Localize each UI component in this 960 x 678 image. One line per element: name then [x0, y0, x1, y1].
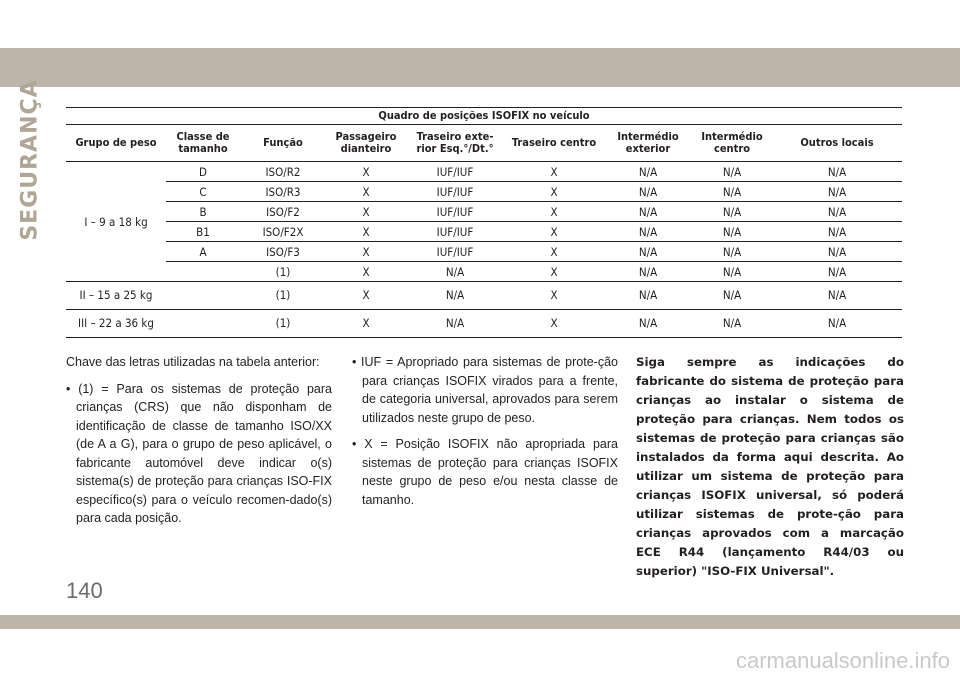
table-cell: X: [326, 162, 406, 182]
table-cell: X: [504, 222, 604, 242]
watermark: carmanualsonline.info: [735, 648, 950, 673]
table-cell: N/A: [772, 162, 902, 182]
table-header-row: [66, 125, 902, 162]
col-header: Traseiro exte- rior Esq.°/Dt.°: [406, 125, 504, 162]
table-cell: X: [326, 310, 406, 338]
table-cell: (1): [240, 310, 326, 338]
col-header: Grupo de peso: [66, 125, 166, 162]
col-header: Traseiro centro: [504, 125, 604, 162]
table-cell: N/A: [692, 262, 772, 282]
col-header: Intermédio exterior: [604, 125, 692, 162]
table-cell: N/A: [604, 242, 692, 262]
table-cell: N/A: [604, 182, 692, 202]
legend-intro: Chave das letras utilizadas na tabela anterior:: [66, 355, 320, 369]
table-cell: N/A: [692, 182, 772, 202]
table-cell: X: [504, 182, 604, 202]
table-cell: X: [504, 202, 604, 222]
table-row: [66, 222, 902, 242]
table-cell: B: [166, 202, 240, 222]
table-cell: N/A: [692, 162, 772, 182]
table-cell: X: [326, 202, 406, 222]
table-cell: N/A: [406, 310, 504, 338]
table-cell: N/A: [406, 262, 504, 282]
table-cell: A: [166, 242, 240, 262]
isofix-table: [66, 107, 902, 338]
text-column-middle: [352, 353, 618, 517]
table-cell: X: [504, 310, 604, 338]
col-header: Passageiro dianteiro: [326, 125, 406, 162]
table-row: [66, 310, 902, 338]
table-cell: ISO/R2: [240, 162, 326, 182]
table-cell: N/A: [604, 222, 692, 242]
table-cell: N/A: [692, 310, 772, 338]
table-cell: X: [504, 242, 604, 262]
table-cell: X: [504, 282, 604, 310]
table-row: [66, 182, 902, 202]
table-cell: ISO/F2: [240, 202, 326, 222]
table-cell: IUF/IUF: [406, 242, 504, 262]
table-cell: [166, 310, 240, 338]
table-cell: N/A: [692, 222, 772, 242]
section-tab: [12, 79, 48, 241]
table-cell: N/A: [772, 182, 902, 202]
table-cell: IUF/IUF: [406, 182, 504, 202]
table-cell: N/A: [772, 282, 902, 310]
table-cell: [166, 282, 240, 310]
table-cell: B1: [166, 222, 240, 242]
col-header: Intermédio centro: [692, 125, 772, 162]
table-cell: N/A: [604, 262, 692, 282]
col-header: Outros locais: [772, 125, 902, 162]
table-cell: N/A: [772, 222, 902, 242]
col-header: Classe de tamanho: [166, 125, 240, 162]
table-cell: N/A: [604, 310, 692, 338]
table-row: [66, 262, 902, 282]
table-cell: [166, 262, 240, 282]
table-cell: N/A: [692, 282, 772, 310]
section-tab-label: SEGURANÇA: [17, 79, 43, 241]
table-cell: X: [504, 162, 604, 182]
table-cell: X: [326, 182, 406, 202]
table-cell: N/A: [772, 262, 902, 282]
table-cell: N/A: [692, 202, 772, 222]
table-cell: (1): [240, 282, 326, 310]
table-cell: N/A: [406, 282, 504, 310]
table-cell: X: [504, 262, 604, 282]
table-row: [66, 242, 902, 262]
weight-group-cell: III – 22 a 36 kg: [66, 310, 166, 338]
text-column-left: [66, 353, 332, 536]
table-cell: X: [326, 282, 406, 310]
table-cell: X: [326, 222, 406, 242]
col-header: Função: [240, 125, 326, 162]
footer-band: [0, 615, 960, 629]
table-cell: N/A: [772, 310, 902, 338]
table-cell: X: [326, 242, 406, 262]
table-cell: C: [166, 182, 240, 202]
table-row: [66, 282, 902, 310]
header-band: [0, 48, 960, 87]
table-cell: X: [326, 262, 406, 282]
weight-group-cell: II – 15 a 25 kg: [66, 282, 166, 310]
table-cell: ISO/F3: [240, 242, 326, 262]
bullet-size-class-note: • (1) = Para os sistemas de proteção para crianças (CRS) que não disponham de identificação de classe de tamanho ISO/XX (de A a G), para o grupo de peso aplicável, o fabricante automóvel deve indicar o(s) sistema(s) de proteção para crianças ISO-FIX específico(s) para o veículo recomen-dado(s) para cada posição.: [66, 381, 332, 525]
warning-text: Siga sempre as indicações do fabricante do sistema de proteção para crianças ao instalar o sistema de proteção para crianças. Nem todos os sistemas de proteção para crianças são instalados da forma aqui descrita. Ao utilizar um sistema de proteção para crianças ISOFIX universal, só poderá utilizar sistemas de prote-ção para crianças aprovados com a marcação ECE R44 (lançamento R44/03 ou superior) "ISO-FIX Universal".: [636, 355, 904, 578]
bullet-iuf-definition: • IUF = Apropriado para sistemas de prote-ção para crianças ISOFIX virados para a frente, de categoria universal, aprovados para serem utilizados neste grupo de peso.: [352, 355, 618, 425]
table-row: [66, 162, 902, 182]
table-row: [66, 202, 902, 222]
table-cell: N/A: [604, 202, 692, 222]
table-cell: D: [166, 162, 240, 182]
table-cell: ISO/R3: [240, 182, 326, 202]
table-cell: N/A: [772, 242, 902, 262]
page-number: 140: [66, 578, 103, 603]
table-cell: ISO/F2X: [240, 222, 326, 242]
table-cell: IUF/IUF: [406, 222, 504, 242]
table-cell: IUF/IUF: [406, 202, 504, 222]
bullet-x-definition: • X = Posição ISOFIX não apropriada para sistemas de proteção para crianças ISOFIX neste grupo de peso e/ou nesta classe de tamanho.: [352, 437, 618, 507]
table-cell: N/A: [604, 162, 692, 182]
table-cell: N/A: [604, 282, 692, 310]
table-cell: IUF/IUF: [406, 162, 504, 182]
table-title: Quadro de posições ISOFIX no veículo: [66, 108, 902, 125]
weight-group-cell: I – 9 a 18 kg: [66, 162, 166, 282]
table-cell: (1): [240, 262, 326, 282]
table-cell: N/A: [772, 202, 902, 222]
table-cell: N/A: [692, 242, 772, 262]
